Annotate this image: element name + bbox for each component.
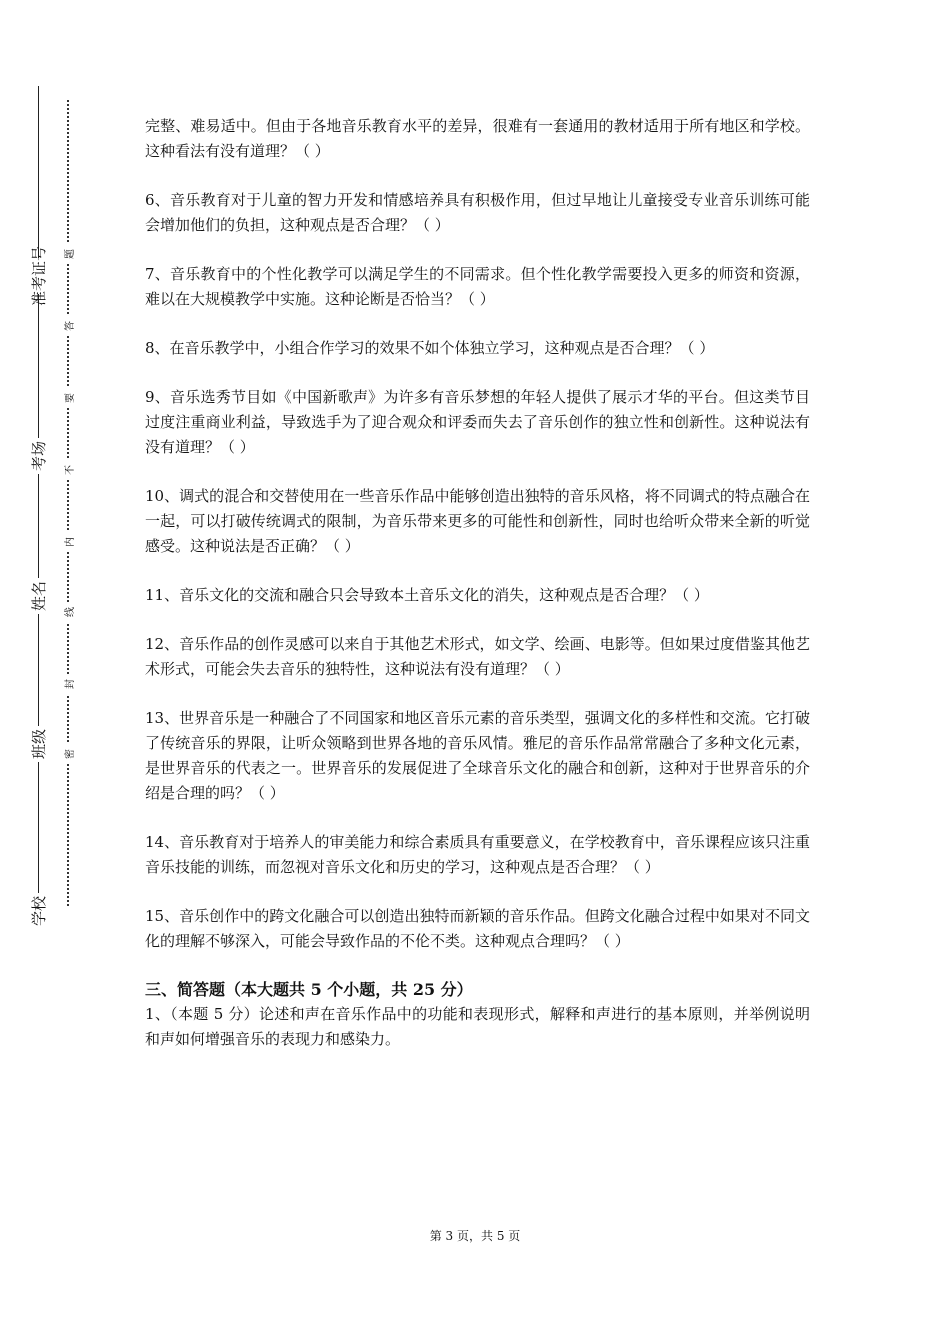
label-exam-number: 准考证号: [20, 258, 56, 294]
question-10: 10、调式的混合和交替使用在一些音乐作品中能够创造出独特的音乐风格，将不同调式的特点融合在一起，可以打破传统调式的限制，为音乐带来更多的可能性和创新性，同时也给听众带来全新的听觉感受。这种说法是否正确？（ ）: [145, 487, 810, 555]
question-11: 11、音乐文化的交流和融合只会导致本土音乐文化的消失，这种观点是否合理？（ ）: [145, 586, 709, 604]
label-school: 学校: [20, 893, 56, 929]
dotted-char-nei: 内: [58, 532, 78, 552]
question-5-continued: 完整、难易适中。但由于各地音乐教育水平的差异，很难有一套通用的教材适用于所有地区和学校。这种看法有没有道理？（ ）: [145, 117, 810, 160]
dotted-char-xian: 线: [58, 602, 78, 622]
binding-margin: [0, 0, 110, 1344]
dotted-char-mi: 密: [58, 744, 78, 764]
question-content: [145, 114, 810, 1052]
question-12: 12、音乐作品的创作灵感可以来自于其他艺术形式，如文学、绘画、电影等。但如果过度借鉴其他艺术形式，可能会失去音乐的独特性，这种说法有没有道理？（ ）: [145, 635, 810, 678]
label-class: 班级: [20, 726, 56, 762]
binding-dotted-line: [67, 100, 69, 906]
section-3-title: 三、简答题（本大题共 5 个小题，共 25 分）: [145, 980, 473, 999]
label-exam-room: 考场: [20, 438, 56, 474]
dotted-char-bu: 不: [58, 460, 78, 480]
question-14: 14、音乐教育对于培养人的审美能力和综合素质具有重要意义，在学校教育中，音乐课程应该只注重音乐技能的训练，而忽视对音乐文化和历史的学习，这种观点是否合理？（ ）: [145, 833, 810, 876]
question-7: 7、音乐教育中的个性化教学可以满足学生的不同需求。但个性化教学需要投入更多的师资和资源，难以在大规模教学中实施。这种论断是否恰当？（ ）: [145, 265, 810, 308]
dotted-char-feng: 封: [58, 674, 78, 694]
short-answer-1: 1、（本题 5 分）论述和声在音乐作品中的功能和表现形式，解释和声进行的基本原则，并举例说明和声如何增强音乐的表现力和感染力。: [145, 1005, 810, 1048]
question-8: 8、在音乐教学中，小组合作学习的效果不如个体独立学习，这种观点是否合理？（ ）: [145, 339, 715, 357]
question-9: 9、音乐选秀节目如《中国新歌声》为许多有音乐梦想的年轻人提供了展示才华的平台。但这类节目过度注重商业利益，导致选手为了迎合观众和评委而失去了音乐创作的独立性和创新性。这种说法有没有道理？（ ）: [145, 388, 810, 456]
question-13: 13、世界音乐是一种融合了不同国家和地区音乐元素的音乐类型，强调文化的多样性和交流。它打破了传统音乐的界限，让听众领略到世界各地的音乐风情。雅尼的音乐作品常常融合了多种文化元素，是世界音乐的代表之一。世界音乐的发展促进了全球音乐文化的融合和创新，这种对于世界音乐的介绍是合理的吗？（ ）: [145, 709, 810, 802]
binding-solid-line: [38, 86, 39, 904]
question-6: 6、音乐教育对于儿童的智力开发和情感培养具有积极作用，但过早地让儿童接受专业音乐训练可能会增加他们的负担，这种观点是否合理？（ ）: [145, 191, 810, 234]
label-name: 姓名: [20, 578, 56, 614]
question-15: 15、音乐创作中的跨文化融合可以创造出独特而新颖的音乐作品。但跨文化融合过程中如果对不同文化的理解不够深入，可能会导致作品的不伦不类。这种观点合理吗？（ ）: [145, 907, 810, 950]
page-footer: 第 3 页，共 5 页: [429, 1229, 521, 1243]
dotted-char-ti: 题: [58, 244, 78, 264]
dotted-char-yao: 要: [58, 388, 78, 408]
dotted-char-da: 答: [58, 316, 78, 336]
